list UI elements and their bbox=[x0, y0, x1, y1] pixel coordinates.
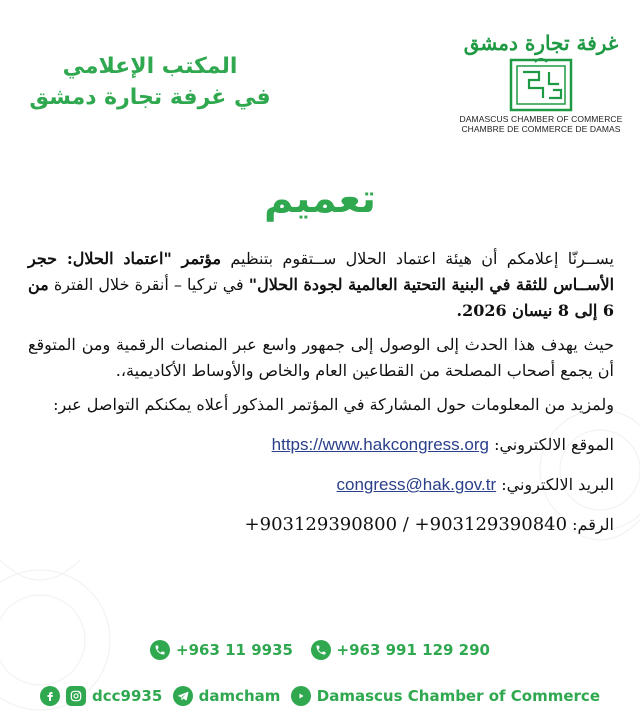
paragraph-goal: حيث يهدف هذا الحدث إلى الوصول إلى جمهور واسع عبر المنصات الرقمية ومن المتوقع أن يجمع أصحاب المصلحة من القطاعين العام والخاص والأوساط الأكاديمية،. bbox=[28, 335, 614, 380]
footer-phone-1[interactable] bbox=[311, 640, 490, 660]
footer-phones bbox=[150, 640, 490, 660]
paragraph-announcement bbox=[28, 246, 614, 324]
media-office-heading bbox=[20, 52, 280, 114]
footer-phone-2[interactable] bbox=[150, 640, 293, 660]
logo-english-name: DAMASCUS CHAMBER OF COMMERCE bbox=[459, 114, 623, 124]
paragraph-more-info: ولمزيد من المعلومات حول المشاركة في المؤتمر المذكور أعلاه يمكنكم التواصل عبر: bbox=[53, 395, 614, 414]
announcement-end: . bbox=[456, 301, 463, 320]
phone-line bbox=[28, 512, 614, 538]
phone-numbers: +903129390800 / +903129390840 bbox=[244, 514, 568, 535]
youtube-icon bbox=[291, 686, 311, 706]
footer-phone-1-text: +963 991 129 290 bbox=[336, 641, 490, 659]
phone-label: الرقم: bbox=[572, 515, 614, 534]
conference-title: "اعتماد الحلال: حجر الأســاس للثقة في البنية التحتية العالمية لجودة الحلال" bbox=[28, 249, 615, 294]
instagram-icon bbox=[66, 686, 86, 706]
announcement-text-1: يســرنّا إعلامكم أن هيئة اعتماد الحلال ســتقوم بتنظيم bbox=[221, 249, 614, 268]
email-line bbox=[28, 472, 614, 498]
logo-calligraphy: غرفة تجارة دمشق bbox=[463, 31, 619, 55]
phone-icon bbox=[311, 640, 331, 660]
office-line-1: المكتب الإعلامي bbox=[62, 54, 238, 79]
facebook-icon bbox=[40, 686, 60, 706]
office-line-2: في غرفة تجارة دمشق bbox=[29, 85, 271, 110]
social-handle-text: dcc9935 bbox=[92, 687, 163, 705]
conference-dates: من 6 إلى 8 نيسان 2026 bbox=[28, 275, 614, 320]
page-title: تعميم bbox=[263, 176, 377, 222]
announcement-text-2: في تركيا – أنقرة خلال الفترة bbox=[48, 275, 249, 294]
telegram-handle[interactable] bbox=[173, 686, 281, 706]
phone-icon bbox=[150, 640, 170, 660]
chamber-logo bbox=[456, 30, 626, 134]
announcement-bold-1: مؤتمر bbox=[171, 249, 222, 268]
footer-phone-2-text: +963 11 9935 bbox=[176, 641, 293, 659]
social-handle[interactable] bbox=[40, 686, 162, 706]
youtube-channel-text: Damascus Chamber of Commerce bbox=[316, 687, 600, 705]
website-line bbox=[28, 432, 614, 458]
telegram-icon bbox=[173, 686, 193, 706]
circular-body bbox=[28, 246, 614, 552]
email-link[interactable]: congress@hak.gov.tr bbox=[336, 475, 497, 494]
website-label: الموقع الالكتروني: bbox=[494, 435, 614, 454]
email-label: البريد الالكتروني: bbox=[501, 475, 614, 494]
logo-french-name: CHAMBRE DE COMMERCE DE DAMAS bbox=[461, 124, 621, 134]
footer-socials bbox=[40, 686, 600, 706]
youtube-channel[interactable] bbox=[291, 686, 600, 706]
logo-seal-icon bbox=[509, 58, 573, 112]
website-link[interactable]: https://www.hakcongress.org bbox=[271, 435, 489, 454]
telegram-handle-text: damcham bbox=[198, 687, 281, 705]
